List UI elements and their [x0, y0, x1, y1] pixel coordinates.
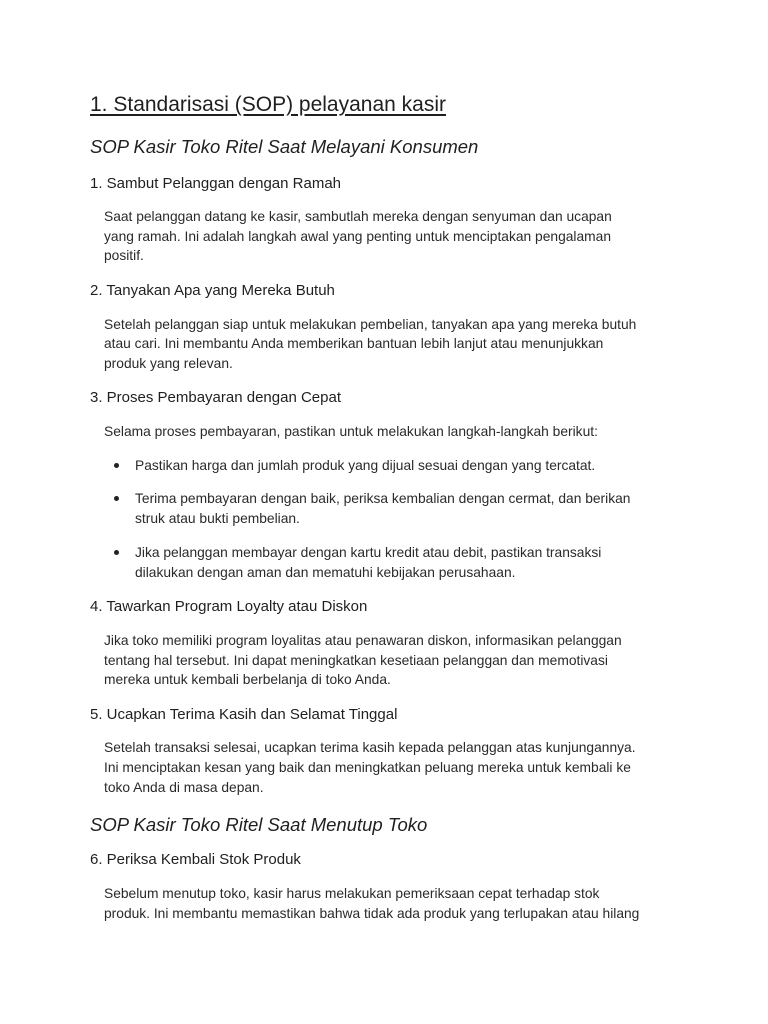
step-2-line-3: produk yang relevan.	[104, 356, 233, 371]
bullet-3-line-2: dilakukan dengan aman dan mematuhi kebijakan perusahaan.	[135, 565, 516, 580]
step-title-4: 4. Tawarkan Program Loyalty atau Diskon	[90, 598, 368, 615]
bullet-2-line-2: struk atau bukti pembelian.	[135, 511, 300, 526]
step-title-2: 2. Tanyakan Apa yang Mereka Butuh	[90, 282, 335, 299]
step-title-5: 5. Ucapkan Terima Kasih dan Selamat Tinggal	[90, 706, 398, 723]
step-5-line-2: Ini menciptakan kesan yang baik dan meningkatkan peluang mereka untuk kembali ke	[104, 760, 631, 775]
step-5-line-1: Setelah transaksi selesai, ucapkan terima kasih kepada pelanggan atas kunjungannya.	[104, 740, 636, 755]
step-4-line-1: Jika toko memiliki program loyalitas atau penawaran diskon, informasikan pelanggan	[104, 633, 622, 648]
step-4-line-2: tentang hal tersebut. Ini dapat meningkatkan kesetiaan pelanggan dan memotivasi	[104, 653, 608, 668]
bullet-dot-1	[114, 463, 119, 468]
step-4-line-3: mereka untuk kembali berbelanja di toko Anda.	[104, 672, 391, 687]
step-title-1: 1. Sambut Pelanggan dengan Ramah	[90, 175, 342, 192]
step-3-line-1: Selama proses pembayaran, pastikan untuk melakukan langkah-langkah berikut:	[104, 424, 598, 439]
section-heading-melayani: SOP Kasir Toko Ritel Saat Melayani Konsumen	[90, 136, 479, 157]
bullet-2-line-1: Terima pembayaran dengan baik, periksa kembalian dengan cermat, dan berikan	[135, 491, 631, 506]
step-title-6: 6. Periksa Kembali Stok Produk	[90, 851, 301, 868]
bullet-1-line-1: Pastikan harga dan jumlah produk yang dijual sesuai dengan yang tercatat.	[135, 458, 596, 473]
step-title-3: 3. Proses Pembayaran dengan Cepat	[90, 389, 341, 406]
bullet-3-line-1: Jika pelanggan membayar dengan kartu kredit atau debit, pastikan transaksi	[135, 545, 602, 560]
step-6-line-2: produk. Ini membantu memastikan bahwa tidak ada produk yang terlupakan atau hilang	[104, 906, 640, 921]
step-2-line-1: Setelah pelanggan siap untuk melakukan pembelian, tanyakan apa yang mereka butuh	[104, 317, 637, 332]
document-title: 1. Standarisasi (SOP) pelayanan kasir	[90, 93, 447, 116]
step-1-line-1: Saat pelanggan datang ke kasir, sambutlah mereka dengan senyuman dan ucapan	[104, 209, 612, 224]
step-1-line-2: yang ramah. Ini adalah langkah awal yang penting untuk menciptakan pengalaman	[104, 229, 612, 244]
step-5-line-3: toko Anda di masa depan.	[104, 780, 264, 795]
step-2-line-2: atau cari. Ini membantu Anda memberikan bantuan lebih lanjut atau menunjukkan	[104, 336, 604, 351]
section-heading-menutup: SOP Kasir Toko Ritel Saat Menutup Toko	[90, 814, 428, 835]
step-6-line-1: Sebelum menutup toko, kasir harus melakukan pemeriksaan cepat terhadap stok	[104, 886, 600, 901]
bullet-dot-3	[114, 550, 119, 555]
step-1-line-3: positif.	[104, 248, 144, 263]
bullet-dot-2	[114, 496, 119, 501]
